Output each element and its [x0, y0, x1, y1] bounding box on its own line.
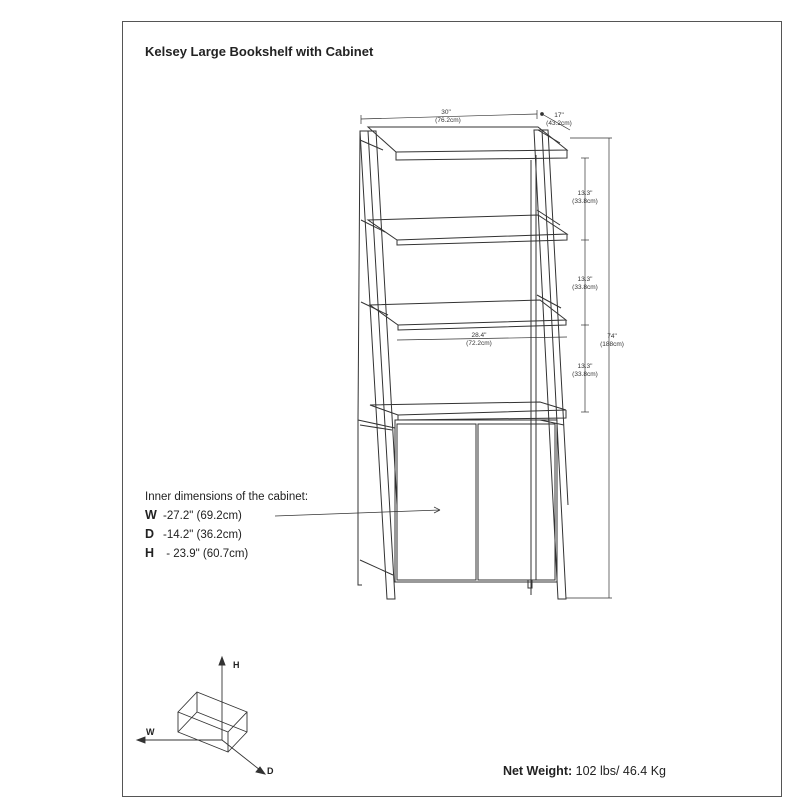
inner-dimensions-heading: Inner dimensions of the cabinet: [145, 491, 309, 503]
cabinet [395, 420, 557, 588]
height-axis-arrow [219, 657, 225, 740]
inner-height-row [145, 544, 308, 563]
depth-cm: (43.2cm) [546, 120, 572, 127]
shelf-gap-2-cm: (33.8cm) [572, 284, 598, 291]
width-cm: (76.2cm) [435, 117, 461, 124]
shelf-gap-3-inches: 13.3" [577, 363, 593, 370]
height-inches: 74" [607, 333, 617, 340]
shelf-gap-2-inches: 13.3" [577, 276, 593, 283]
inner-depth-value: -14.2" (36.2cm) [163, 529, 242, 541]
axes-cube [178, 692, 247, 752]
top-shelf [368, 127, 567, 160]
inner-width-key: W [145, 508, 157, 522]
width-inches: 30" [441, 109, 451, 116]
height-axis-label: H [233, 660, 240, 670]
net-weight-value: 102 lbs/ 46.4 Kg [575, 764, 666, 778]
height-cm: (188cm) [600, 341, 624, 348]
depth-axis-label: D [267, 766, 274, 776]
shelf-gap-1-inches: 13.3" [577, 190, 593, 197]
net-weight [503, 764, 666, 778]
width-axis-arrow [137, 737, 222, 743]
product-title: Kelsey Large Bookshelf with Cabinet [145, 44, 374, 59]
inner-height-value: - 23.9" (60.7cm) [163, 548, 249, 560]
inner-dimensions [145, 488, 308, 563]
inner-width-inches: 28.4" [471, 332, 487, 339]
depth-axis-arrow [222, 740, 265, 774]
inner-width-cm: (72.2cm) [466, 340, 492, 347]
width-axis-label: W [146, 727, 155, 737]
shelf-4 [370, 402, 566, 420]
inner-depth-row [145, 525, 308, 544]
shelf-3 [370, 300, 566, 330]
right-frame [531, 130, 568, 599]
inner-width-row [145, 506, 308, 525]
inner-height-key: H [145, 546, 155, 560]
depth-inches: 17" [554, 112, 564, 119]
shelf-gap-1-cm: (33.8cm) [572, 198, 598, 205]
shelf-gap-3-cm: (33.8cm) [572, 371, 598, 378]
shelf-2 [368, 215, 567, 245]
inner-depth-key: D [145, 527, 155, 541]
inner-width-value: -27.2" (69.2cm) [163, 510, 242, 522]
net-weight-label: Net Weight: [502, 764, 573, 778]
left-frame [358, 131, 397, 599]
